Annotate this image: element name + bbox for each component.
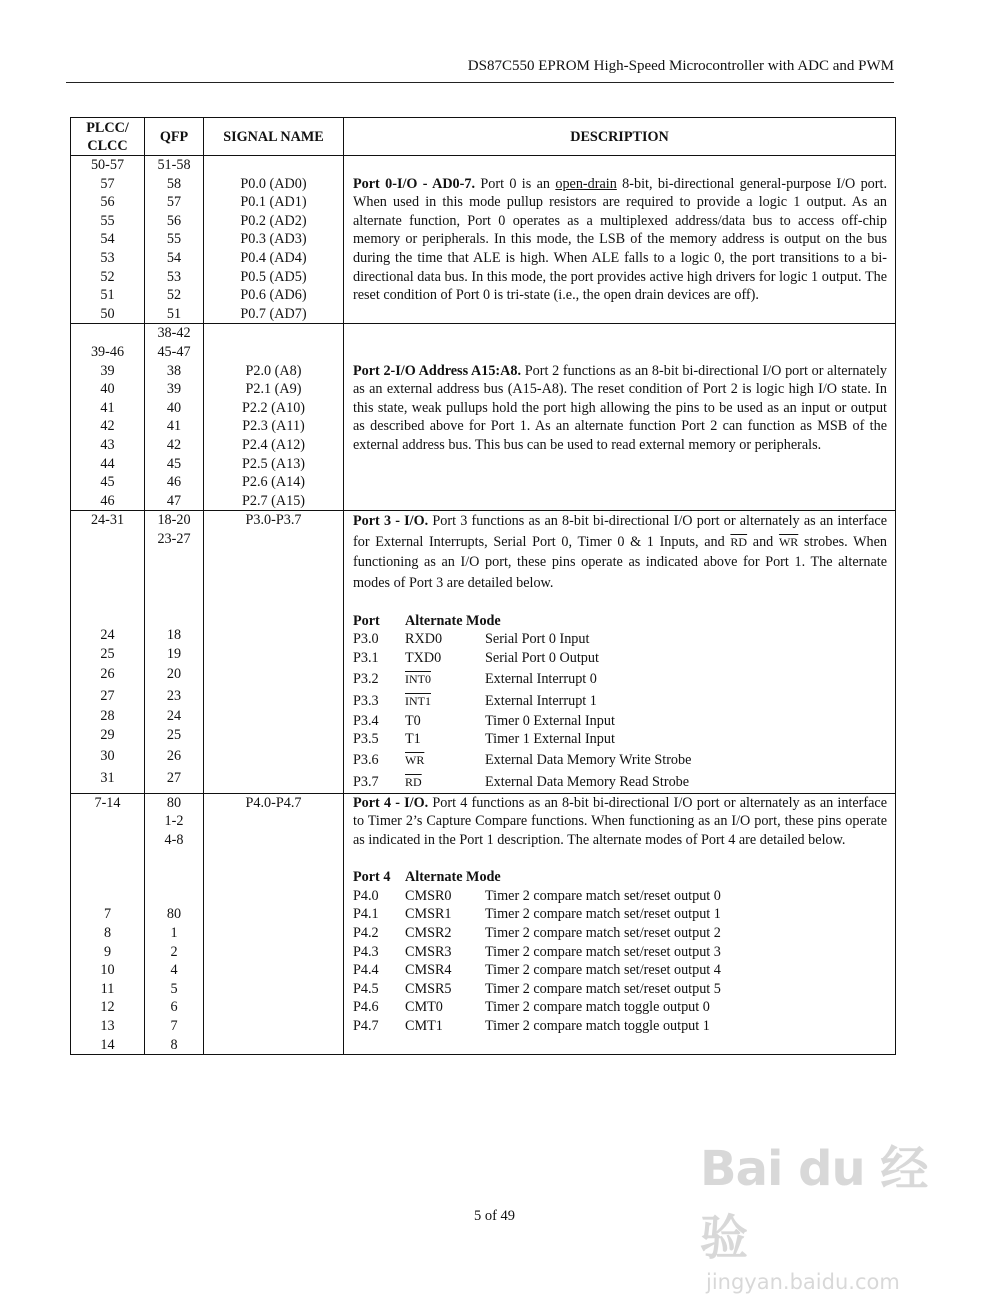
plcc-pin: 44 [100, 455, 115, 472]
port0-description: Port 0-I/O - AD0-7. Port 0 is an open-drain 8-bit, bi-directional general-purpose I/O port. When used in this mode pullup resistors are required to provide a logic 1 output. As an alternate function, Port 0 operates as a multiplexed address/data bus to access off-chip memory or peripherals. In this mode, the LSB of the memory address is output on the bus during the time that ALE is high. When ALE falls to a logic 0, the port transitions to a bi-directional data bus. In this mode, the port provides active high drivers for logic 1 output. The reset condition of Port 0 is tri-state (i.e., the open drain devices are off). [353, 175, 887, 304]
alt-port: P3.2 [353, 670, 379, 687]
plcc-pin: 11 [100, 980, 115, 997]
qfp-pin: 27 [166, 769, 182, 786]
alt-mode-row [353, 887, 887, 906]
alt-mode: $\overline{RD}$ [405, 774, 422, 789]
alt-description: Serial Port 0 Output [485, 650, 599, 667]
alt-description: External Interrupt 1 [485, 692, 597, 709]
qfp-pin: 41 [166, 418, 182, 435]
signal-name: P2.7 (A15) [241, 492, 306, 509]
port0-plcc-cell [71, 156, 145, 324]
qfp-pin: 18 [166, 627, 182, 644]
alt-mode: INT1 [405, 693, 431, 708]
alt-mode-row [353, 905, 887, 924]
plcc-pin: 29 [100, 727, 115, 744]
qfp-pin: 52 [166, 287, 182, 304]
signal-name: P2.4 (A12) [241, 436, 306, 453]
table-row-port0 [71, 156, 896, 324]
plcc-pin: 41 [100, 399, 115, 416]
plcc-pin: 25 [100, 645, 115, 662]
alt-port: P4.3 [353, 943, 379, 960]
alt-mode: TXD0 [405, 650, 442, 667]
port2-qfp-cell [145, 324, 204, 511]
port3-plcc-cell: 24-31 24 25 26 27 28 29 30 31 [71, 511, 145, 794]
qfp-pin: 46 [166, 474, 182, 491]
port0-signal-cell [204, 156, 344, 324]
alt-mode: CMSR2 [405, 925, 452, 941]
signal-name: P0.0 (AD0) [240, 175, 307, 192]
qfp-pin: 38 [166, 362, 182, 379]
alt-mode: $\overline{WR}$ [405, 752, 425, 767]
qfp-pin: 26 [166, 747, 182, 764]
baidu-logo: Bai du 经验 [700, 1141, 928, 1266]
alt-mode-row [353, 1017, 887, 1036]
page-header [66, 58, 894, 83]
alt-port: P4.0 [353, 887, 379, 904]
plcc-pin: 14 [100, 1036, 115, 1053]
col-header-plcc [71, 118, 145, 156]
qfp-pin: 19 [166, 645, 182, 662]
qfp-pin: 45 [166, 455, 182, 472]
qfp-pin: 6 [170, 999, 178, 1016]
qfp-pin: 4 [170, 962, 178, 979]
alt-mode-row [353, 668, 887, 690]
port0-description-cell [344, 156, 896, 324]
alt-port: P4.6 [353, 999, 379, 1016]
alt-description: Timer 2 compare match set/reset output 0 [485, 887, 721, 904]
port4-qfp-cell: 80 1-2 4-8 80 1 2 4 5 6 7 8 [145, 793, 204, 1054]
plcc-pin: 55 [100, 212, 115, 229]
plcc-pin: 13 [100, 1017, 115, 1034]
port4-alt-header: Port 4 Alternate Mode [353, 869, 501, 886]
qfp-pin: 24 [166, 708, 182, 725]
watermark-site: jingyan.baidu.com [706, 1270, 900, 1294]
signal-name: P0.4 (AD4) [240, 249, 307, 266]
alt-mode-row [353, 943, 887, 962]
plcc-pin: 39 [100, 362, 115, 379]
plcc-pin: 28 [100, 708, 115, 725]
port3-qfp-cell: 18-20 23-27 18 19 20 23 24 25 26 27 [145, 511, 204, 794]
alt-mode: T0 [405, 712, 421, 729]
table-row-port4 [71, 793, 896, 1054]
qfp-pin: 1 [170, 925, 178, 941]
plcc-pin: 45 [100, 474, 115, 491]
port3-description-cell [344, 511, 896, 794]
qfp-pin: 2 [170, 943, 178, 960]
port0-qfp-cell [145, 156, 204, 324]
signal-name: P2.5 (A13) [241, 455, 306, 472]
plcc-pin [71, 324, 144, 343]
alt-mode-row [353, 998, 887, 1017]
plcc-pin: 26 [100, 666, 115, 683]
document-title: DS87C550 EPROM High-Speed Microcontroller with ADC and PWM [467, 58, 894, 74]
plcc-pin: 7 [103, 906, 112, 923]
qfp-pin: 55 [166, 231, 182, 248]
plcc-pin: 43 [100, 436, 115, 453]
signal-name: P0.1 (AD1) [240, 194, 307, 211]
port4-plcc-cell: 7-14 7 8 9 10 11 12 13 14 [71, 793, 145, 1054]
port2-signal-cell [204, 324, 344, 511]
col-header-plcc-label: PLCC/ CLCC [86, 119, 129, 154]
col-header-qfp: QFP [145, 118, 204, 156]
alt-port: P3.7 [353, 773, 379, 790]
qfp-pin: 53 [166, 268, 182, 285]
alt-port: P3.3 [353, 692, 379, 709]
qfp-pin: 58 [166, 175, 182, 192]
plcc-pin: 31 [100, 769, 115, 786]
alt-mode: INT0 [405, 671, 431, 686]
qfp-pin: 38-42 [157, 325, 191, 342]
port2-description-cell [344, 324, 896, 511]
signal-name: P0.5 (AD5) [240, 268, 307, 285]
plcc-pin: 12 [100, 999, 115, 1016]
table-header-row [71, 118, 896, 156]
plcc-pin: 27 [100, 688, 115, 705]
signal-name: P2.1 (A9) [245, 381, 302, 398]
port4-description: Port 4 - I/O. Port 4 functions as an 8-bit bi-directional I/O port or alternately as an interface to Timer 2’s Capture Compare functions. When functioning as an I/O port, these pins operate as indicated in the Port 1 description. The alternate modes of Port 4 are detailed below. [353, 794, 888, 849]
alt-port: P4.4 [353, 962, 379, 979]
alt-mode: CMT0 [405, 999, 443, 1016]
alt-description: Serial Port 0 Input [485, 631, 590, 648]
alt-description: External Data Memory Write Strobe [485, 751, 692, 768]
alt-port: P3.4 [353, 712, 379, 729]
alt-mode: CMSR4 [405, 962, 452, 979]
alt-description: Timer 2 compare match toggle output 1 [485, 1017, 710, 1034]
col-header-signal: SIGNAL NAME [204, 118, 344, 156]
qfp-pin: 42 [166, 436, 182, 453]
signal-name: P0.2 (AD2) [240, 212, 307, 229]
port3-alt-header: Port Alternate Mode [353, 612, 501, 629]
alt-description: External Data Memory Read Strobe [485, 773, 690, 790]
plcc-pin: 51 [100, 287, 115, 304]
signal-name: P0.3 (AD3) [240, 231, 307, 248]
plcc-pin: 56 [100, 194, 115, 211]
alt-mode-row [353, 749, 887, 771]
plcc-pin: 50 [100, 305, 115, 322]
plcc-pin: 8 [103, 925, 112, 941]
qfp-pin: 8 [170, 1036, 178, 1053]
qfp-pin: 54 [166, 249, 182, 266]
plcc-pin: 52 [100, 268, 115, 285]
qfp-pin: 39 [166, 381, 182, 398]
qfp-pin: 45-47 [157, 343, 191, 360]
alt-mode: CMSR5 [405, 980, 452, 997]
qfp-pin: 25 [166, 727, 182, 744]
signal-name: P0.6 (AD6) [240, 287, 307, 304]
alt-description: Timer 2 compare match set/reset output 4 [485, 962, 721, 979]
qfp-pin: 23 [166, 688, 182, 705]
alt-mode-row [353, 924, 887, 943]
plcc-pin: 50-57 [90, 157, 125, 173]
plcc-pin: 42 [100, 418, 115, 435]
port4-description-cell [344, 793, 896, 1054]
qfp-pin: 47 [166, 492, 182, 509]
alt-mode-row [353, 690, 887, 712]
alt-port: P3.6 [353, 751, 379, 768]
alt-mode-row [353, 961, 887, 980]
alt-mode-row [353, 649, 887, 668]
plcc-pin: 9 [103, 943, 112, 960]
alt-port: P4.2 [353, 925, 379, 941]
port3-signal-cell: P3.0-P3.7 [204, 511, 344, 794]
alt-port: P3.5 [353, 731, 379, 748]
signal-name: P2.0 (A8) [245, 362, 302, 379]
port2-plcc-cell [71, 324, 145, 511]
alt-mode: CMT1 [405, 1017, 443, 1034]
alt-mode-row [353, 712, 887, 731]
alt-port: P4.5 [353, 980, 379, 997]
qfp-pin: 51-58 [157, 157, 191, 173]
alt-mode: CMSR1 [405, 906, 452, 923]
alt-description: Timer 0 External Input [485, 712, 615, 729]
pin-description-table [70, 117, 896, 1055]
qfp-pin: 57 [166, 194, 182, 211]
plcc-pin: 39-46 [90, 343, 125, 360]
signal-name: P2.2 (A10) [241, 399, 306, 416]
qfp-pin: 56 [166, 212, 182, 229]
signal-name: P2.6 (A14) [241, 474, 306, 491]
alt-description: Timer 2 compare match set/reset output 5 [485, 980, 721, 997]
alt-port: P4.1 [353, 906, 379, 923]
alt-port: P3.0 [353, 631, 379, 648]
signal-name: P0.7 (AD7) [240, 305, 307, 322]
plcc-pin: 57 [100, 175, 115, 192]
alt-mode-row [353, 630, 887, 649]
table-row-port2 [71, 324, 896, 511]
plcc-pin: 54 [100, 231, 115, 248]
qfp-pin: 7 [170, 1017, 178, 1034]
alt-description: Timer 1 External Input [485, 731, 615, 748]
plcc-pin: 10 [100, 962, 115, 979]
alt-description: Timer 2 compare match set/reset output 1 [485, 906, 721, 923]
alt-mode-row [353, 980, 887, 999]
plcc-pin: 46 [100, 492, 115, 509]
alt-mode-row [353, 730, 887, 749]
qfp-pin: 80 [166, 906, 182, 923]
alt-description: Timer 2 compare match toggle output 0 [485, 999, 710, 1016]
plcc-pin: 30 [100, 747, 115, 764]
qfp-pin: 5 [170, 980, 178, 997]
alt-description: Timer 2 compare match set/reset output 2 [485, 925, 721, 941]
plcc-pin: 53 [100, 249, 115, 266]
signal-name: P2.3 (A11) [242, 418, 305, 435]
alt-description: External Interrupt 0 [485, 670, 597, 687]
port2-description: Port 2-I/O Address A15:A8. Port 2 functions as an 8-bit bi-directional I/O port or alternately as an external address bus (A15-A8). The reset condition of Port 2 is logic high I/O state. In this state, weak pullups hold the port high allowing the pins to be used as an input or output as described above for Port 1. As an alternate function Port 2 can function as MSB of the external address bus. This bus can be used to read external memory or peripherals. [353, 362, 887, 453]
alt-mode: CMSR0 [405, 887, 452, 904]
alt-mode: CMSR3 [405, 943, 452, 960]
port4-signal-cell: P4.0-P4.7 [204, 793, 344, 1054]
col-header-description: DESCRIPTION [344, 118, 896, 156]
alt-mode-row [353, 771, 887, 793]
plcc-pin: 24 [100, 627, 115, 644]
alt-mode: RXD0 [405, 631, 443, 648]
alt-port: P3.1 [353, 650, 379, 667]
alt-mode: T1 [405, 731, 421, 748]
qfp-pin: 51 [166, 305, 182, 322]
alt-description: Timer 2 compare match set/reset output 3 [485, 943, 721, 960]
qfp-pin: 20 [166, 666, 182, 683]
port3-description: Port 3 - I/O. Port 3 functions as an 8-bit bi-directional I/O port or alternately as an interface for External Interrupts, Serial Port 0, Timer 0 & 1 Inputs, and $\overline{RD}$ and $\overline{WR}$ strobes. When functioning as an I/O port, these pins operate as indicated above for Port 1. The alternate modes of Port 3 are detailed below. [353, 513, 888, 591]
plcc-pin: 40 [100, 381, 115, 398]
page-number: 5 of 49 [473, 1208, 516, 1224]
alt-port: P4.7 [353, 1017, 379, 1034]
qfp-pin: 40 [166, 399, 182, 416]
table-row-port3 [71, 511, 896, 794]
